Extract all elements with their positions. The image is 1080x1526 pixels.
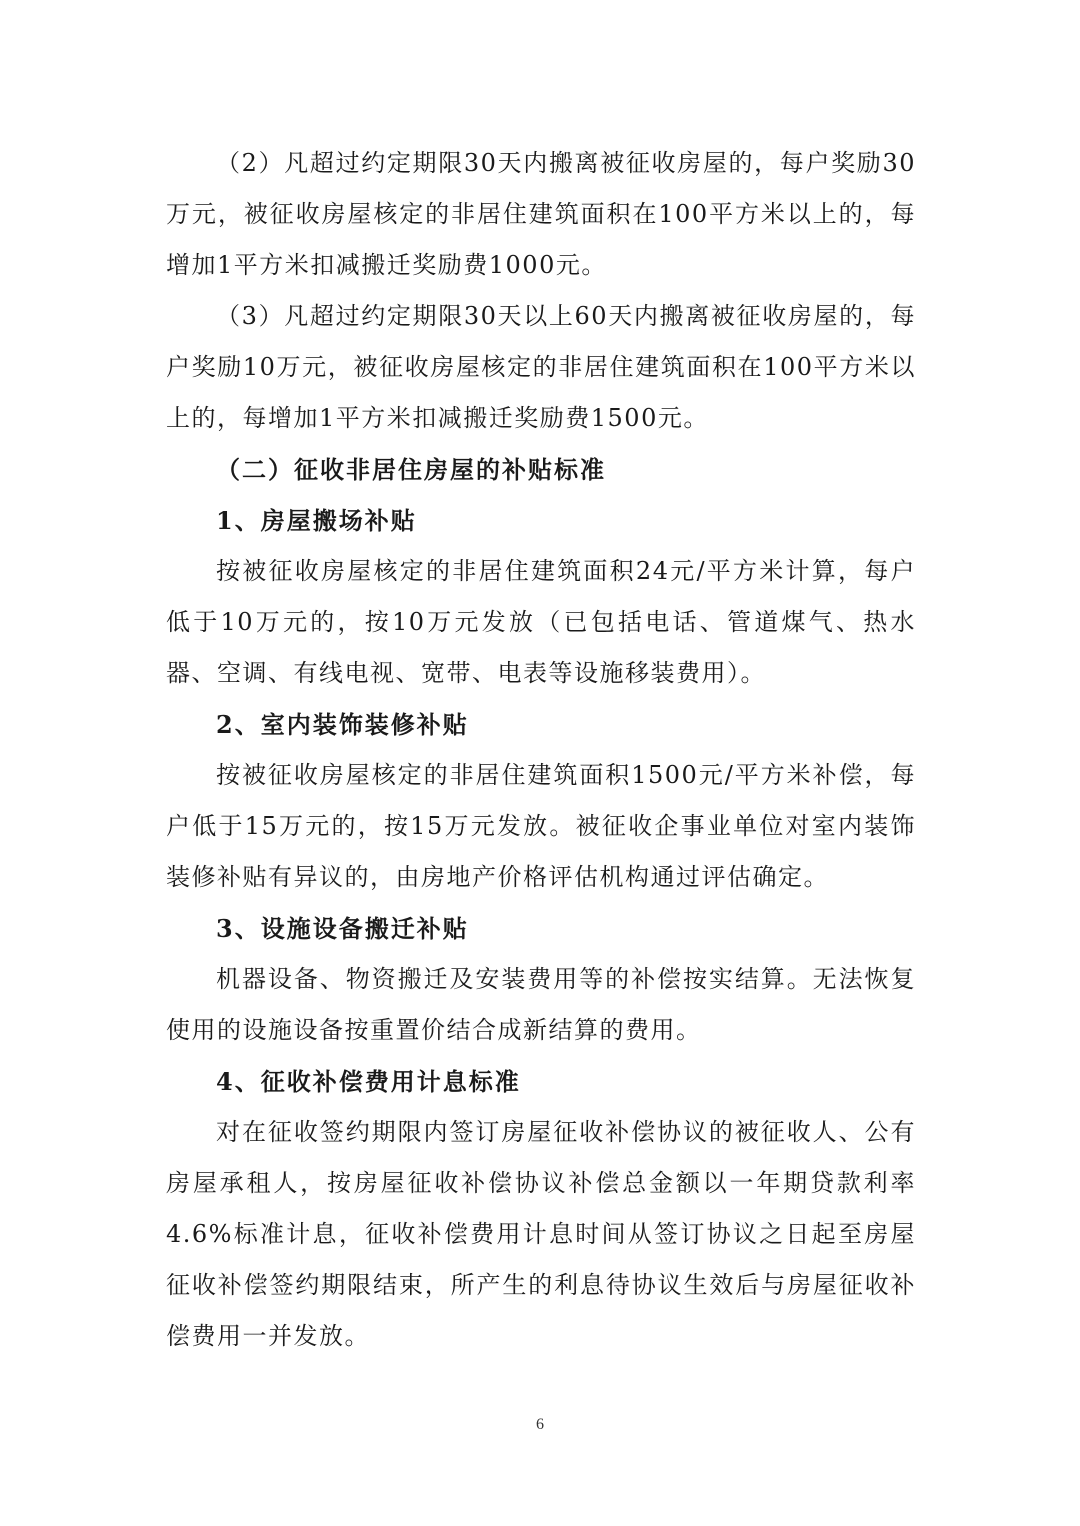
paragraph-equipment-subsidy: 机器设备、物资搬迁及安装费用等的补偿按实结算。无法恢复使用的设施设备按重置价结合成新结算的费用。	[166, 965, 916, 1044]
subheading-equipment-subsidy: 3、设施设备搬迁补贴	[216, 914, 469, 943]
paragraph-interest-standard: 对在征收签约期限内签订房屋征收补偿协议的被征收人、公有房屋承租人，按房屋征收补偿协议补偿总金额以一年期贷款利率4.6%标准计息，征收补偿费用计息时间从签订协议之日起至房屋征收补偿签约期限结束，所产生的利息待协议生效后与房屋征收补偿费用一并发放。	[166, 1118, 916, 1350]
section-heading-subsidy-standard: （二）征收非居住房屋的补贴标准	[216, 455, 606, 484]
subheading-moving-subsidy: 1、房屋搬场补贴	[216, 506, 417, 535]
page-number: 6	[536, 1416, 544, 1433]
paragraph-moving-subsidy: 按被征收房屋核定的非居住建筑面积24元/平方米计算，每户低于10万元的，按10万元发放（已包括电话、管道煤气、热水器、空调、有线电视、宽带、电表等设施移装费用）。	[166, 557, 916, 687]
subheading-interest-standard: 4、征收补偿费用计息标准	[216, 1067, 521, 1096]
document-body	[166, 138, 916, 1362]
paragraph-reward-60-days: （3）凡超过约定期限30天以上60天内搬离被征收房屋的，每户奖励10万元，被征收房屋核定的非居住建筑面积在100平方米以上的，每增加1平方米扣减搬迁奖励费1500元。	[166, 302, 916, 432]
subheading-decoration-subsidy: 2、室内装饰装修补贴	[216, 710, 469, 739]
paragraph-reward-30-days: （2）凡超过约定期限30天内搬离被征收房屋的，每户奖励30万元，被征收房屋核定的非居住建筑面积在100平方米以上的，每增加1平方米扣减搬迁奖励费1000元。	[166, 149, 916, 279]
paragraph-decoration-subsidy: 按被征收房屋核定的非居住建筑面积1500元/平方米补偿，每户低于15万元的，按15万元发放。被征收企事业单位对室内装饰装修补贴有异议的，由房地产价格评估机构通过评估确定。	[166, 761, 916, 891]
